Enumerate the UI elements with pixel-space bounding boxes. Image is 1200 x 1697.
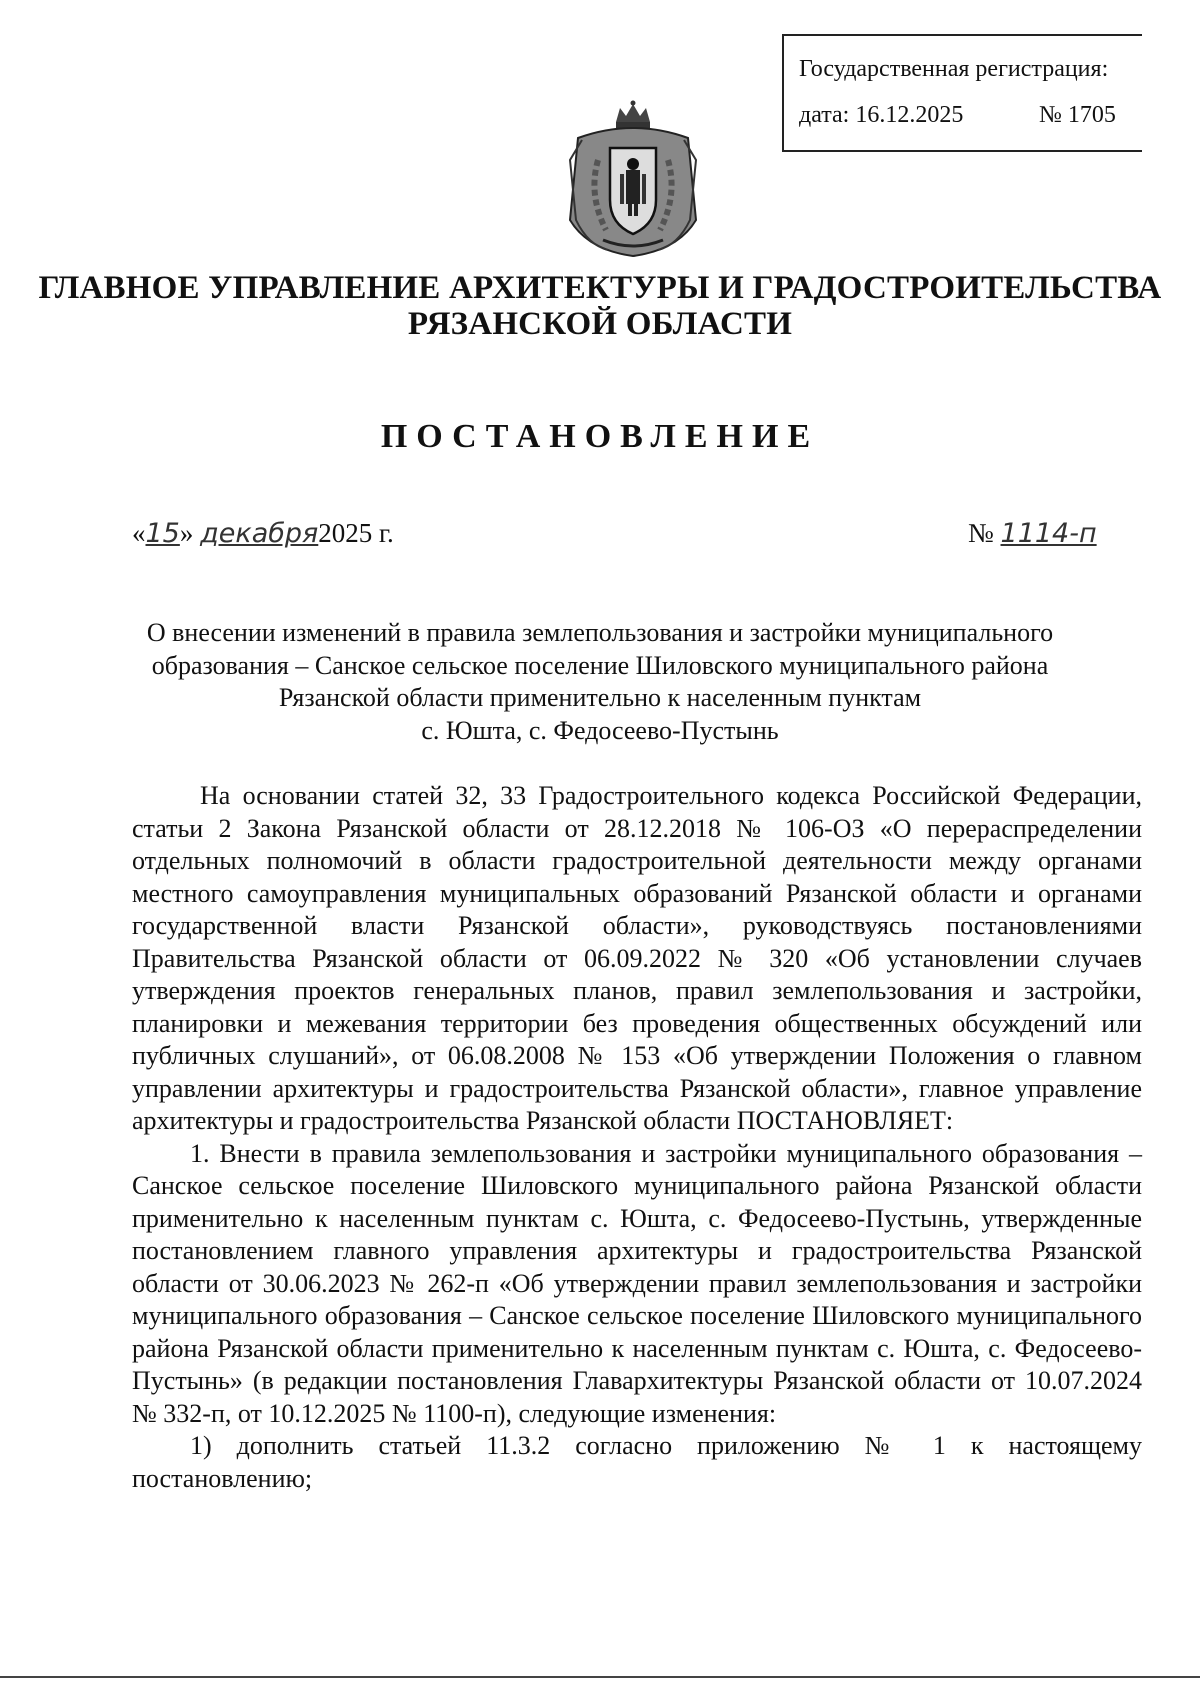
- date-close-quote: »: [179, 518, 194, 548]
- subject-line: образования – Санское сельское поселение Шиловского муниципального района: [151, 650, 1049, 680]
- handwritten-month: декабря: [200, 518, 319, 549]
- document-subject: [0, 617, 1200, 747]
- item-1-paragraph: 1. Внести в правила землепользования и застройки муниципального образования – Санское сельское поселение Шиловского муниципального района Рязанской области применительно к населенным пунктам с. Юшта, с. Федосеево-Пустынь, утвержденные постановлением главного управления архитектуры и градостроительства Рязанской области от 30.06.2023 № 262-п «Об утверждении правил землепользования и застройки муниципального образования – Санское сельское поселение Шиловского муниципального района Рязанской области применительно к населенным пунктам с. Юшта, с. Федосеево-Пустынь» (в редакции постановления Главархитектуры Рязанской области от 10.07.2024 № 332-п, от 10.12.2025 № 1100-п), следующие изменения:: [132, 1138, 1142, 1428]
- registration-date-row: [799, 102, 1116, 129]
- date-year: 2025 г.: [318, 518, 394, 548]
- subject-line: О внесении изменений в правила землепользования и застройки муниципального: [146, 618, 1054, 647]
- registration-stamp: [782, 34, 1142, 152]
- document-type-title: ПОСТАНОВЛЕНИЕ: [380, 418, 820, 455]
- subject-line: с. Юшта, с. Федосеево-Пустынь: [421, 715, 779, 745]
- registration-title: Государственная регистрация:: [799, 56, 1109, 82]
- page-bottom-edge: [0, 1676, 1200, 1678]
- document-body: [132, 780, 1142, 1495]
- preamble-paragraph: На основании статей 32, 33 Градостроительного кодекса Российской Федерации, статьи 2 Закона Рязанской области от 28.12.2018 № 106-ОЗ «О перераспределении отдельных полномочий в области градостроительной деятельности между органами местного самоуправления муниципальных образований Рязанской области и органами государственной власти Рязанской области», руководствуясь постановлениями Правительства Рязанской области от 06.09.2022 № 320 «Об установлении случаев утверждения проектов генеральных планов, правил землепользования и застройки, планировки и межевания территории без проведения общественных обсуждений или публичных слушаний», от 06.08.2008 № 153 «Об утверждении Положения о главном управлении архитектуры и градостроительства Рязанской области», главное управление архитектуры и градостроительства Рязанской области ПОСТАНОВЛЯЕТ:: [132, 781, 1142, 1135]
- document-number: [968, 518, 1097, 549]
- handwritten-day: 15: [145, 518, 180, 549]
- organization-name-line1: ГЛАВНОЕ УПРАВЛЕНИЕ АРХИТЕКТУРЫ И ГРАДОСТРОИТЕЛЬСТВА: [38, 270, 1162, 306]
- subject-line: Рязанской области применительно к населенным пунктам: [278, 683, 922, 712]
- registration-date: дата: 16.12.2025: [799, 102, 964, 128]
- date-open-quote: «: [132, 518, 146, 548]
- registration-number: № 1705: [1039, 102, 1116, 128]
- coat-of-arms-icon: [558, 100, 708, 260]
- number-prefix: №: [968, 518, 994, 548]
- document-date: [132, 518, 394, 549]
- organization-name-line2: РЯЗАНСКОЙ ОБЛАСТИ: [407, 306, 793, 342]
- subitem-1-paragraph: 1) дополнить статьей 11.3.2 согласно приложению № 1 к настоящему постановлению;: [132, 1431, 1142, 1493]
- handwritten-number: 1114-п: [1000, 518, 1097, 549]
